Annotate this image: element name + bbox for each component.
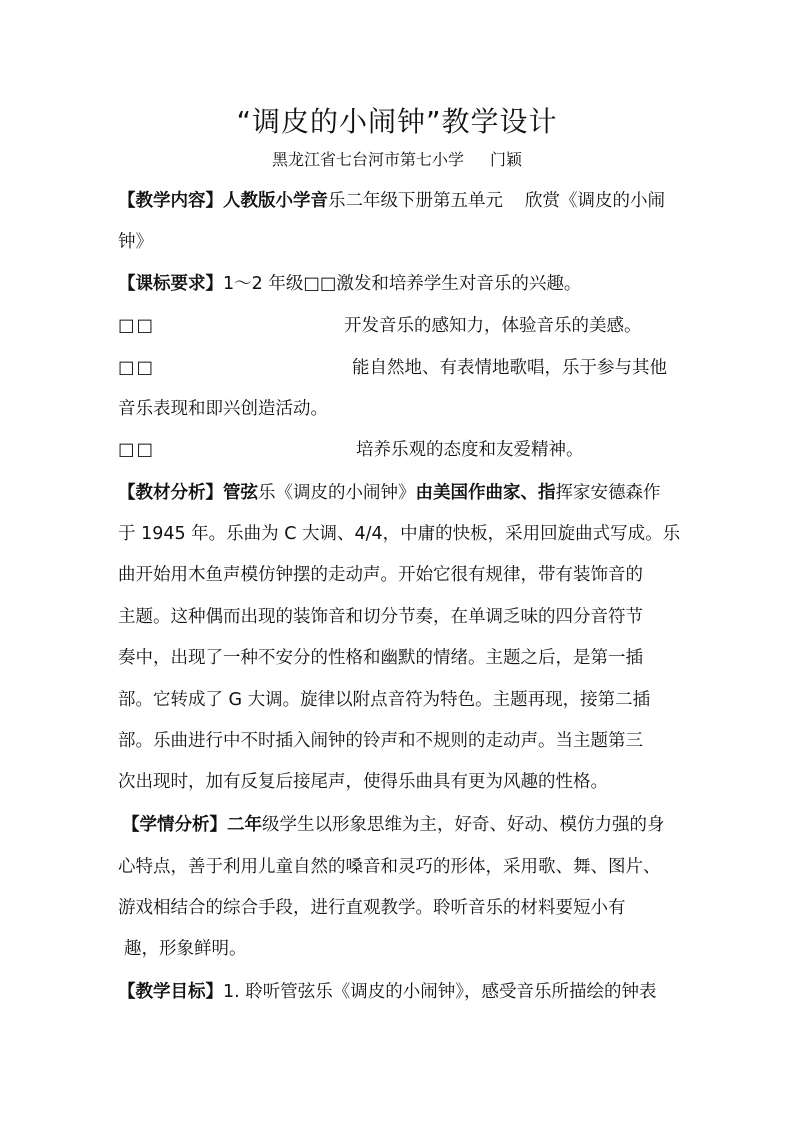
author-line xyxy=(0,147,794,170)
placeholder-box: □□ xyxy=(118,440,156,460)
student-analysis-line-3: 游戏相结合的综合手段，进行直观教学。聆听音乐的材料要短小有 xyxy=(118,898,626,918)
requirements-text-1: 1～2 年级□□激发和培养学生对音乐的兴趣。 xyxy=(223,274,582,294)
content-tail: 欣赏《调皮的小闹 xyxy=(525,191,665,211)
requirements-line-4 xyxy=(118,438,678,462)
requirements-line-2 xyxy=(118,314,678,338)
requirements-line-3-wrap: 音乐表现和即兴创造活动。 xyxy=(118,399,328,419)
requirements-text-4: 培养乐观的态度和友爱精神。 xyxy=(356,440,584,460)
goals-label: 【教学目标】 xyxy=(118,982,223,1002)
content-wrap-line: 钟》 xyxy=(118,232,153,252)
analysis-line-6: 部。它转成了 G 大调。旋律以附点音符为特色。主题再现，接第二插 xyxy=(118,690,651,710)
analysis-line-1: 【教材分析】管弦乐《调皮的小闹钟》由美国作曲家、指挥家安德森作 xyxy=(118,483,661,503)
author-school: 黑龙江省七台河市第七小学 xyxy=(271,150,464,169)
requirements-text-2: 开发音乐的感知力，体验音乐的美感。 xyxy=(344,316,642,336)
student-analysis-line-1: 【学情分析】二年级学生以形象思维为主，好奇、好动、模仿力强的身 xyxy=(122,815,665,835)
analysis-line-8: 次出现时，加有反复后接尾声，使得乐曲具有更为风趣的性格。 xyxy=(118,772,608,792)
content-bold: 人教版小学音 xyxy=(223,191,328,211)
author-name: 门颖 xyxy=(490,150,523,169)
student-analysis-line-2: 心特点，善于利用儿童自然的嗓音和灵巧的形体，采用歌、舞、图片、 xyxy=(118,857,661,877)
requirements-line-3 xyxy=(118,356,678,380)
page-title: “调皮的小闹钟”教学设计 xyxy=(236,105,558,138)
analysis-line-5: 奏中，出现了一种不安分的性格和幽默的情绪。主题之后，是第一插 xyxy=(118,648,643,668)
student-analysis-line-4: 趣，形象鲜明。 xyxy=(124,939,247,959)
analysis-line-4: 主题。这种偶而出现的装饰音和切分节奏，在单调乏味的四分音符节 xyxy=(118,607,643,627)
content-text: 乐二年级下册第五单元 xyxy=(328,191,503,211)
placeholder-box: □□ xyxy=(118,358,156,378)
content-label: 【教学内容】 xyxy=(118,191,223,211)
analysis-line-2: 于 1945 年。乐曲为 C 大调、4/4，中庸的快板，采用回旋曲式写成。乐 xyxy=(118,524,681,544)
student-analysis-label: 【学情分析】 xyxy=(122,815,227,835)
analysis-line-7: 部。乐曲进行中不时插入闹钟的铃声和不规则的走动声。当主题第三 xyxy=(118,731,643,751)
content-line xyxy=(118,189,678,213)
requirements-line-1 xyxy=(118,272,678,296)
goals-line-1: 【教学目标】1. 聆听管弦乐《调皮的小闹钟》，感受音乐所描绘的钟表 xyxy=(118,982,657,1002)
analysis-label: 【教材分析】 xyxy=(118,483,223,503)
requirements-text-3: 能自然地、有表情地歌唱，乐于参与其他 xyxy=(352,358,667,378)
requirements-label: 【课标要求】 xyxy=(118,274,223,294)
placeholder-box: □□ xyxy=(118,316,156,336)
analysis-line-3: 曲开始用木鱼声模仿钟摆的走动声。开始它很有规律，带有装饰音的 xyxy=(118,565,643,585)
